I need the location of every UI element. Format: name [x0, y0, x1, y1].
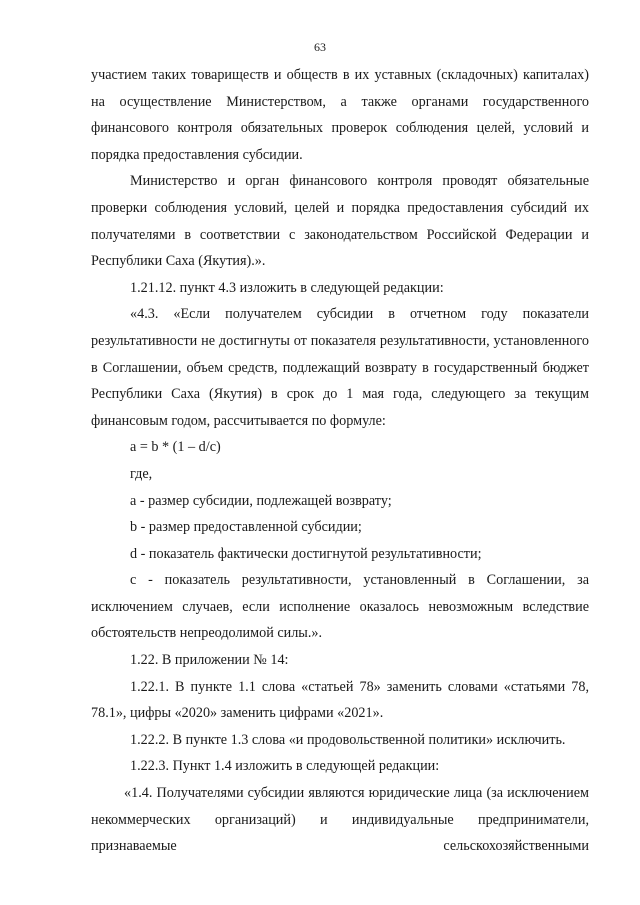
paragraph-1-4: «1.4. Получателями субсидии являются юридические лица (за исключением некоммерческих организаций) и индивидуальные предприниматели, признаваемые сельскохозяйственными — [91, 785, 589, 855]
formula-term-d: d - показатель фактически достигнутой результативности; — [130, 545, 482, 562]
paragraph-1-22-3: 1.22.3. Пункт 1.4 изложить в следующей редакции: — [130, 758, 440, 775]
formula-where: где, — [130, 465, 153, 482]
paragraph-1-21-12: 1.21.12. пункт 4.3 изложить в следующей редакции: — [130, 279, 444, 296]
formula-term-a: a - размер субсидии, подлежащей возврату; — [130, 492, 392, 509]
formula: a = b * (1 – d/c) — [130, 439, 221, 456]
paragraph-4-3: «4.3. «Если получателем субсидии в отчетном году показатели результативности не достигнуты от показателя результативности, установленного в Соглашении, объем средств, подлежащий возврату в государственный бюджет Республики Саха (Якутия) в срок до 1 мая года, следующего за текущим финансовым годом, рассчитывается по формуле: — [91, 306, 589, 429]
paragraph-1-22: 1.22. В приложении № 14: — [130, 652, 289, 669]
paragraph-1-22-1: 1.22.1. В пункте 1.1 слова «статьей 78» заменить словами «статьями 78, 78.1», цифры «2020» заменить цифрами «2021». — [91, 678, 589, 722]
page-number: 63 — [314, 40, 326, 54]
paragraph-1-22-2: 1.22.2. В пункте 1.3 слова «и продовольственной политики» исключить. — [130, 731, 566, 748]
document-body — [91, 62, 589, 860]
paragraph-continuation: участием таких товариществ и обществ в их уставных (складочных) капиталах) на осуществление Министерством, а также органами государственного финансового контроля обязательных проверок соблюдения целей, условий и порядка предоставления субсидии. — [91, 67, 589, 163]
formula-term-b: b - размер предоставленной субсидии; — [130, 519, 362, 536]
paragraph-ministry-checks: Министерство и орган финансового контроля проводят обязательные проверки соблюдения условий, целей и порядка предоставления субсидий их получателями в соответствии с законодательством Российской Федерации и Республики Саха (Якутия).». — [91, 173, 589, 270]
formula-term-c: c - показатель результативности, установленный в Соглашении, за исключением случаев, если исполнение оказалось невозможным вследствие обстоятельств непреодолимой силы.». — [91, 572, 589, 642]
